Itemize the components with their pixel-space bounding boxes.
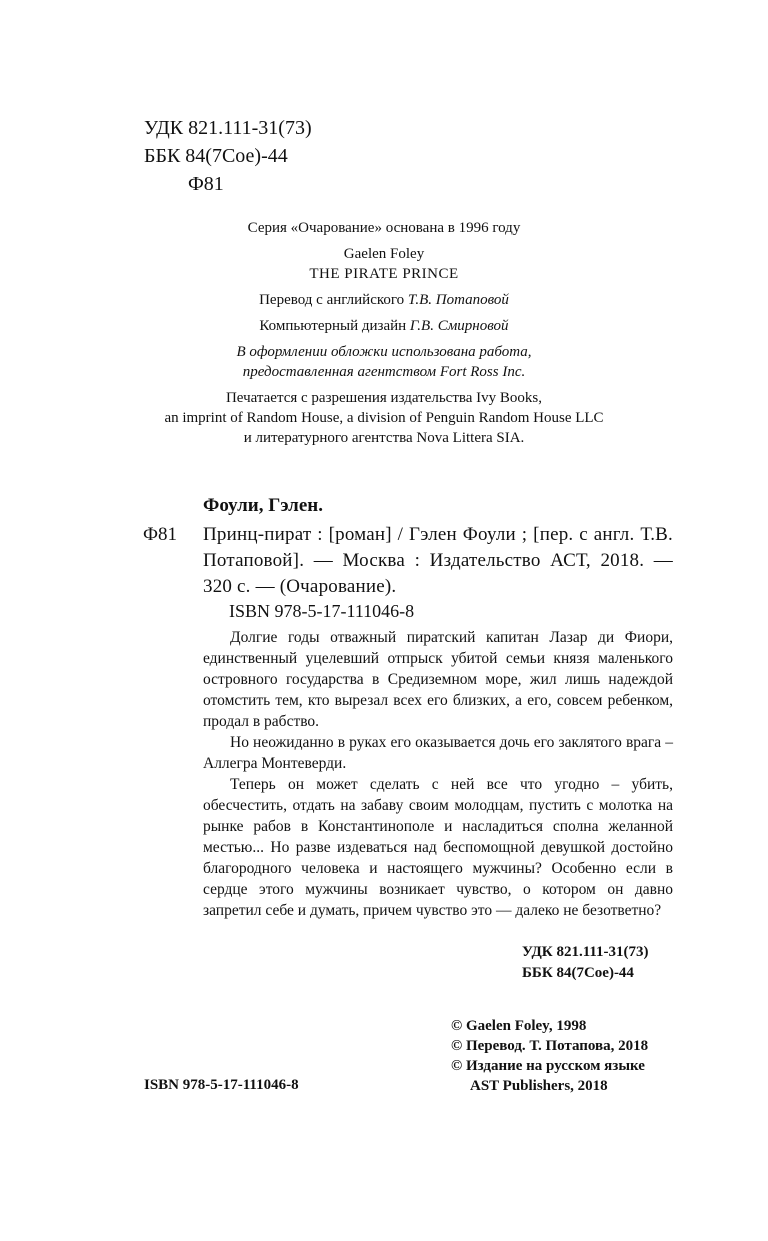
permission-line-1: Печатается с разрешения издательства Ivy Books, [225, 390, 543, 406]
isbn-bottom: ISBN 978-5-17-111046-8 [144, 1077, 299, 1093]
design-credit [0, 318, 768, 335]
permission-line-3: и литературного агентства Nova Littera SIA. [243, 430, 525, 446]
copyright-edition: © Издание на русском языке [451, 1058, 645, 1074]
translation-label: Перевод с английского [259, 292, 405, 308]
cover-credit-line-1: В оформлении обложки использована работа, [236, 344, 532, 360]
annotation-paragraph: Но неожиданно в руках его оказывается дочь его заклятого врага – Аллегра Монтеверди. [203, 734, 673, 772]
original-author: Gaelen Foley [343, 246, 425, 262]
record-author-heading: Фоули, Гэлен. [203, 495, 323, 516]
classification-udk: УДК 821.111-31(73) [522, 944, 649, 960]
copyright-author: © Gaelen Foley, 1998 [451, 1018, 587, 1034]
annotation [203, 627, 673, 921]
udk-code: УДК 821.111-31(73) [144, 117, 312, 139]
author-code: Ф81 [188, 173, 224, 195]
permission-line-2: an imprint of Random House, a division of Penguin Random House LLC [164, 410, 604, 426]
record-description: Принц-пират : [роман] / Гэлен Фоули ; [пер. с англ. Т.В. Потаповой]. — Москва : Издательство АСТ, 2018. — 320 с. — (Очарование). [203, 524, 673, 597]
original-title: THE PIRATE PRINCE [309, 266, 459, 282]
record-code: Ф81 [143, 524, 178, 545]
copyright-translation: © Перевод. Т. Потапова, 2018 [451, 1038, 649, 1054]
bbk-code: ББК 84(7Сое)-44 [144, 145, 288, 167]
design-label: Компьютерный дизайн [259, 318, 407, 334]
translation-credit [0, 292, 768, 309]
copyright-publisher: AST Publishers, 2018 [470, 1078, 608, 1094]
translator-name: Т.В. Потаповой [407, 292, 509, 308]
series-note: Серия «Очарование» основана в 1996 году [247, 220, 521, 236]
annotation-paragraph: Долгие годы отважный пиратский капитан Лазар ди Фиори, единственный уцелевший отпрыск убитой семьи князя маленького островного государства в Средиземном море, жил лишь надеждой отомстить тем, кто вырезал всех его близких, а его, совсем ребенком, продал в рабство. [203, 629, 673, 730]
classification-bbk: ББК 84(7Сое)-44 [522, 965, 634, 981]
cover-credit-line-2: предоставленная агентством Fort Ross Inc. [242, 364, 526, 380]
designer-name: Г.В. Смирновой [409, 318, 509, 334]
annotation-paragraph: Теперь он может сделать с ней все что угодно – убить, обесчестить, отдать на забаву своим молодцам, пустить с молотка на рынке рабов в Константинополе и насладиться сполна желанной местью... Но разве издеваться над беспомощной девушкой достойно благородного человека и настоящего мужчины? Особенно если в сердце этого мужчины возникает чувство, о котором он давно запретил себе и думать, причем чувство это — далеко не безответно? [203, 776, 673, 919]
record-isbn: ISBN 978-5-17-111046-8 [229, 601, 415, 621]
